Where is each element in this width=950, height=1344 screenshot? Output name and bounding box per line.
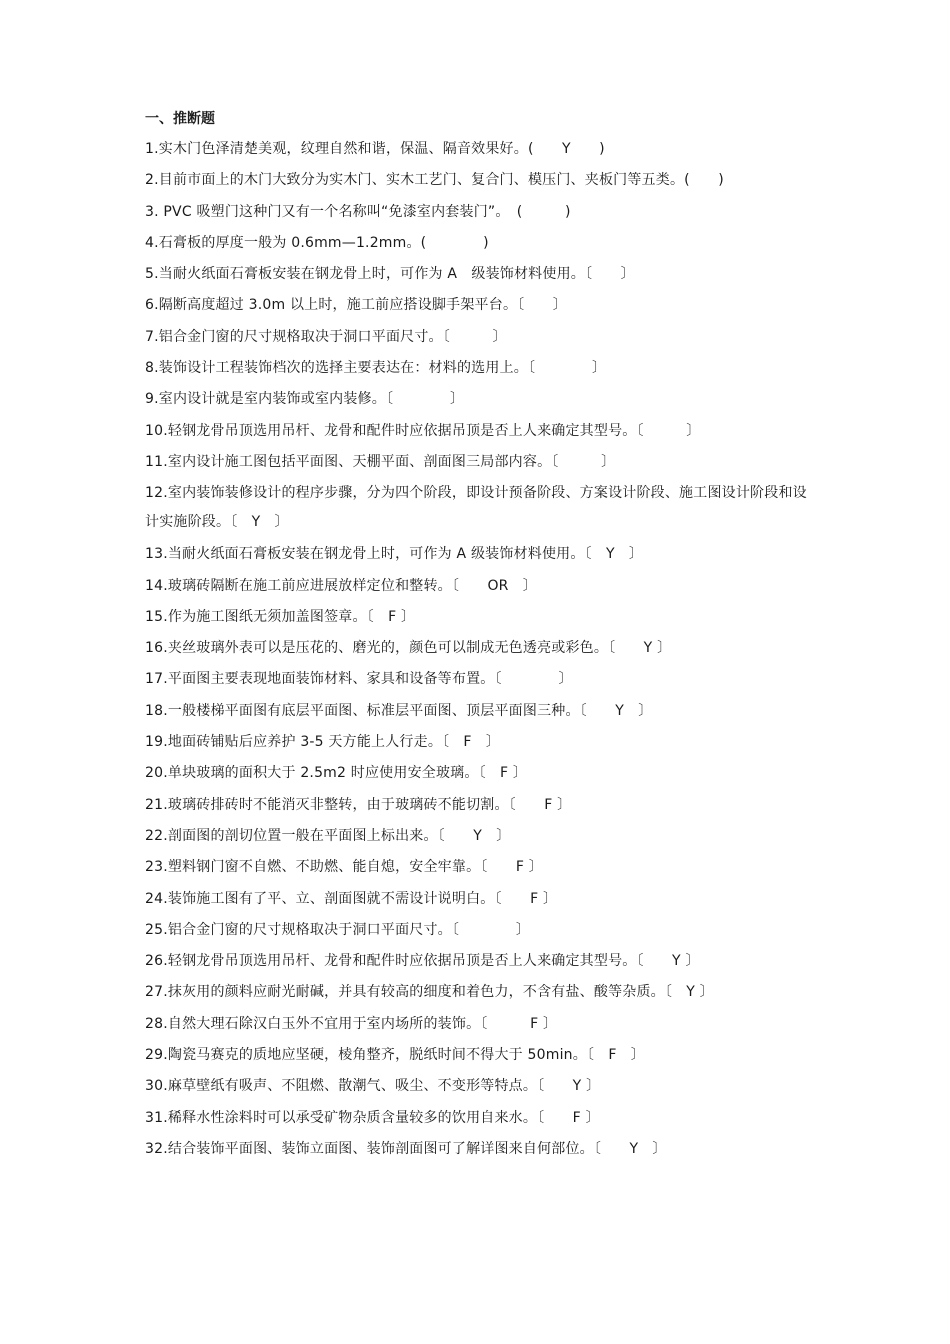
question-list — [145, 106, 815, 1165]
question-item: 8.装饰设计工程装饰档次的选择主要表达在：材料的选用上。〔 〕 — [145, 360, 607, 377]
question-item: 30.麻草壁纸有吸声、不阻燃、散潮气、吸尘、不变形等特点。〔 Y 〕 — [145, 1078, 601, 1095]
question-item: 22.剖面图的剖切位置一般在平面图上标出来。〔 Y 〕 — [145, 827, 511, 844]
question-item: 27.抹灰用的颜料应耐光耐碱，并具有较高的细度和着色力，不含有盐、酸等杂质。〔 Y 〕 — [145, 984, 714, 1001]
section-title: 一、推断题 — [145, 111, 215, 127]
question-item: 4.石膏板的厚度一般为 0.6mm—1.2mm。( ) — [145, 234, 489, 251]
question-item: 2.目前市面上的木门大致分为实木门、实木工艺门、复合门、模压门、夹板门等五类。( ) — [145, 172, 724, 189]
question-item: 26.轻钢龙骨吊顶选用吊杆、龙骨和配件时应依据吊顶是否上人来确定其型号。〔 Y 〕 — [145, 953, 700, 970]
question-item: 31.稀释水性涂料时可以承受矿物杂质含量较多的饮用自来水。〔 F 〕 — [145, 1109, 600, 1126]
question-item: 23.塑料钢门窗不自燃、不助燃、能自熄，安全牢靠。〔 F 〕 — [145, 859, 543, 876]
question-item: 21.玻璃砖排砖时不能消灭非整转，由于玻璃砖不能切割。〔 F 〕 — [145, 796, 572, 813]
question-item: 3. PVC 吸塑门这种门又有一个名称叫“免漆室内套装门”。 ( ) — [145, 203, 571, 220]
question-item: 9.室内设计就是室内装饰或室内装修。〔 〕 — [145, 391, 465, 408]
question-item: 15.作为施工图纸无须加盖图签章。〔 F 〕 — [145, 608, 416, 625]
question-item: 19.地面砖铺贴后应养护 3-5 天方能上人行走。〔 F 〕 — [145, 734, 501, 751]
question-item: 18.一般楼梯平面图有底层平面图、标准层平面图、顶层平面图三种。〔 Y 〕 — [145, 702, 653, 719]
question-item: 13.当耐火纸面石膏板安装在钢龙骨上时，可作为 A 级装饰材料使用。〔 Y 〕 — [145, 546, 644, 563]
question-item: 24.装饰施工图有了平、立、剖面图就不需设计说明白。〔 F 〕 — [145, 890, 558, 907]
question-item: 10.轻钢龙骨吊顶选用吊杆、龙骨和配件时应依据吊顶是否上人来确定其型号。〔 〕 — [145, 422, 701, 439]
question-item: 6.隔断高度超过 3.0m 以上时，施工前应搭设脚手架平台。〔 〕 — [145, 297, 567, 314]
question-item: 14.玻璃砖隔断在施工前应进展放样定位和整转。〔 OR 〕 — [145, 577, 538, 594]
question-item: 28.自然大理石除汉白玉外不宜用于室内场所的装饰。〔 F 〕 — [145, 1015, 558, 1032]
question-item: 1.实木门色泽清楚美观，纹理自然和谐，保温、隔音效果好。( Y ) — [145, 141, 605, 157]
question-item: 16.夹丝玻璃外表可以是压花的、磨光的，颜色可以制成无色透亮或彩色。〔 Y 〕 — [145, 640, 672, 657]
question-item: 11.室内设计施工图包括平面图、天棚平面、剖面图三局部内容。〔 〕 — [145, 453, 616, 470]
question-item: 7.铝合金门窗的尺寸规格取决于洞口平面尺寸。〔 〕 — [145, 328, 507, 345]
question-item: 29.陶瓷马赛克的质地应坚硬，棱角整齐，脱纸时间不得大于 50min。〔 F 〕 — [145, 1047, 645, 1064]
question-item: 17.平面图主要表现地面装饰材料、家具和设备等布置。〔 〕 — [145, 671, 573, 688]
question-item: 25.铝合金门窗的尺寸规格取决于洞口平面尺寸。〔 〕 — [145, 921, 531, 938]
question-item: 32.结合装饰平面图、装饰立面图、装饰剖面图可了解详图来自何部位。〔 Y 〕 — [145, 1140, 667, 1157]
question-item: 12.室内装饰装修设计的程序步骤，分为四个阶段，即设计预备阶段、方案设计阶段、施工图设计阶段和设计实施阶段。〔 Y 〕 — [145, 485, 807, 531]
question-item: 5.当耐火纸面石膏板安装在钢龙骨上时，可作为 A 级装饰材料使用。〔 〕 — [145, 266, 635, 283]
question-item: 20.单块玻璃的面积大于 2.5m2 时应使用安全玻璃。〔 F 〕 — [145, 765, 528, 782]
